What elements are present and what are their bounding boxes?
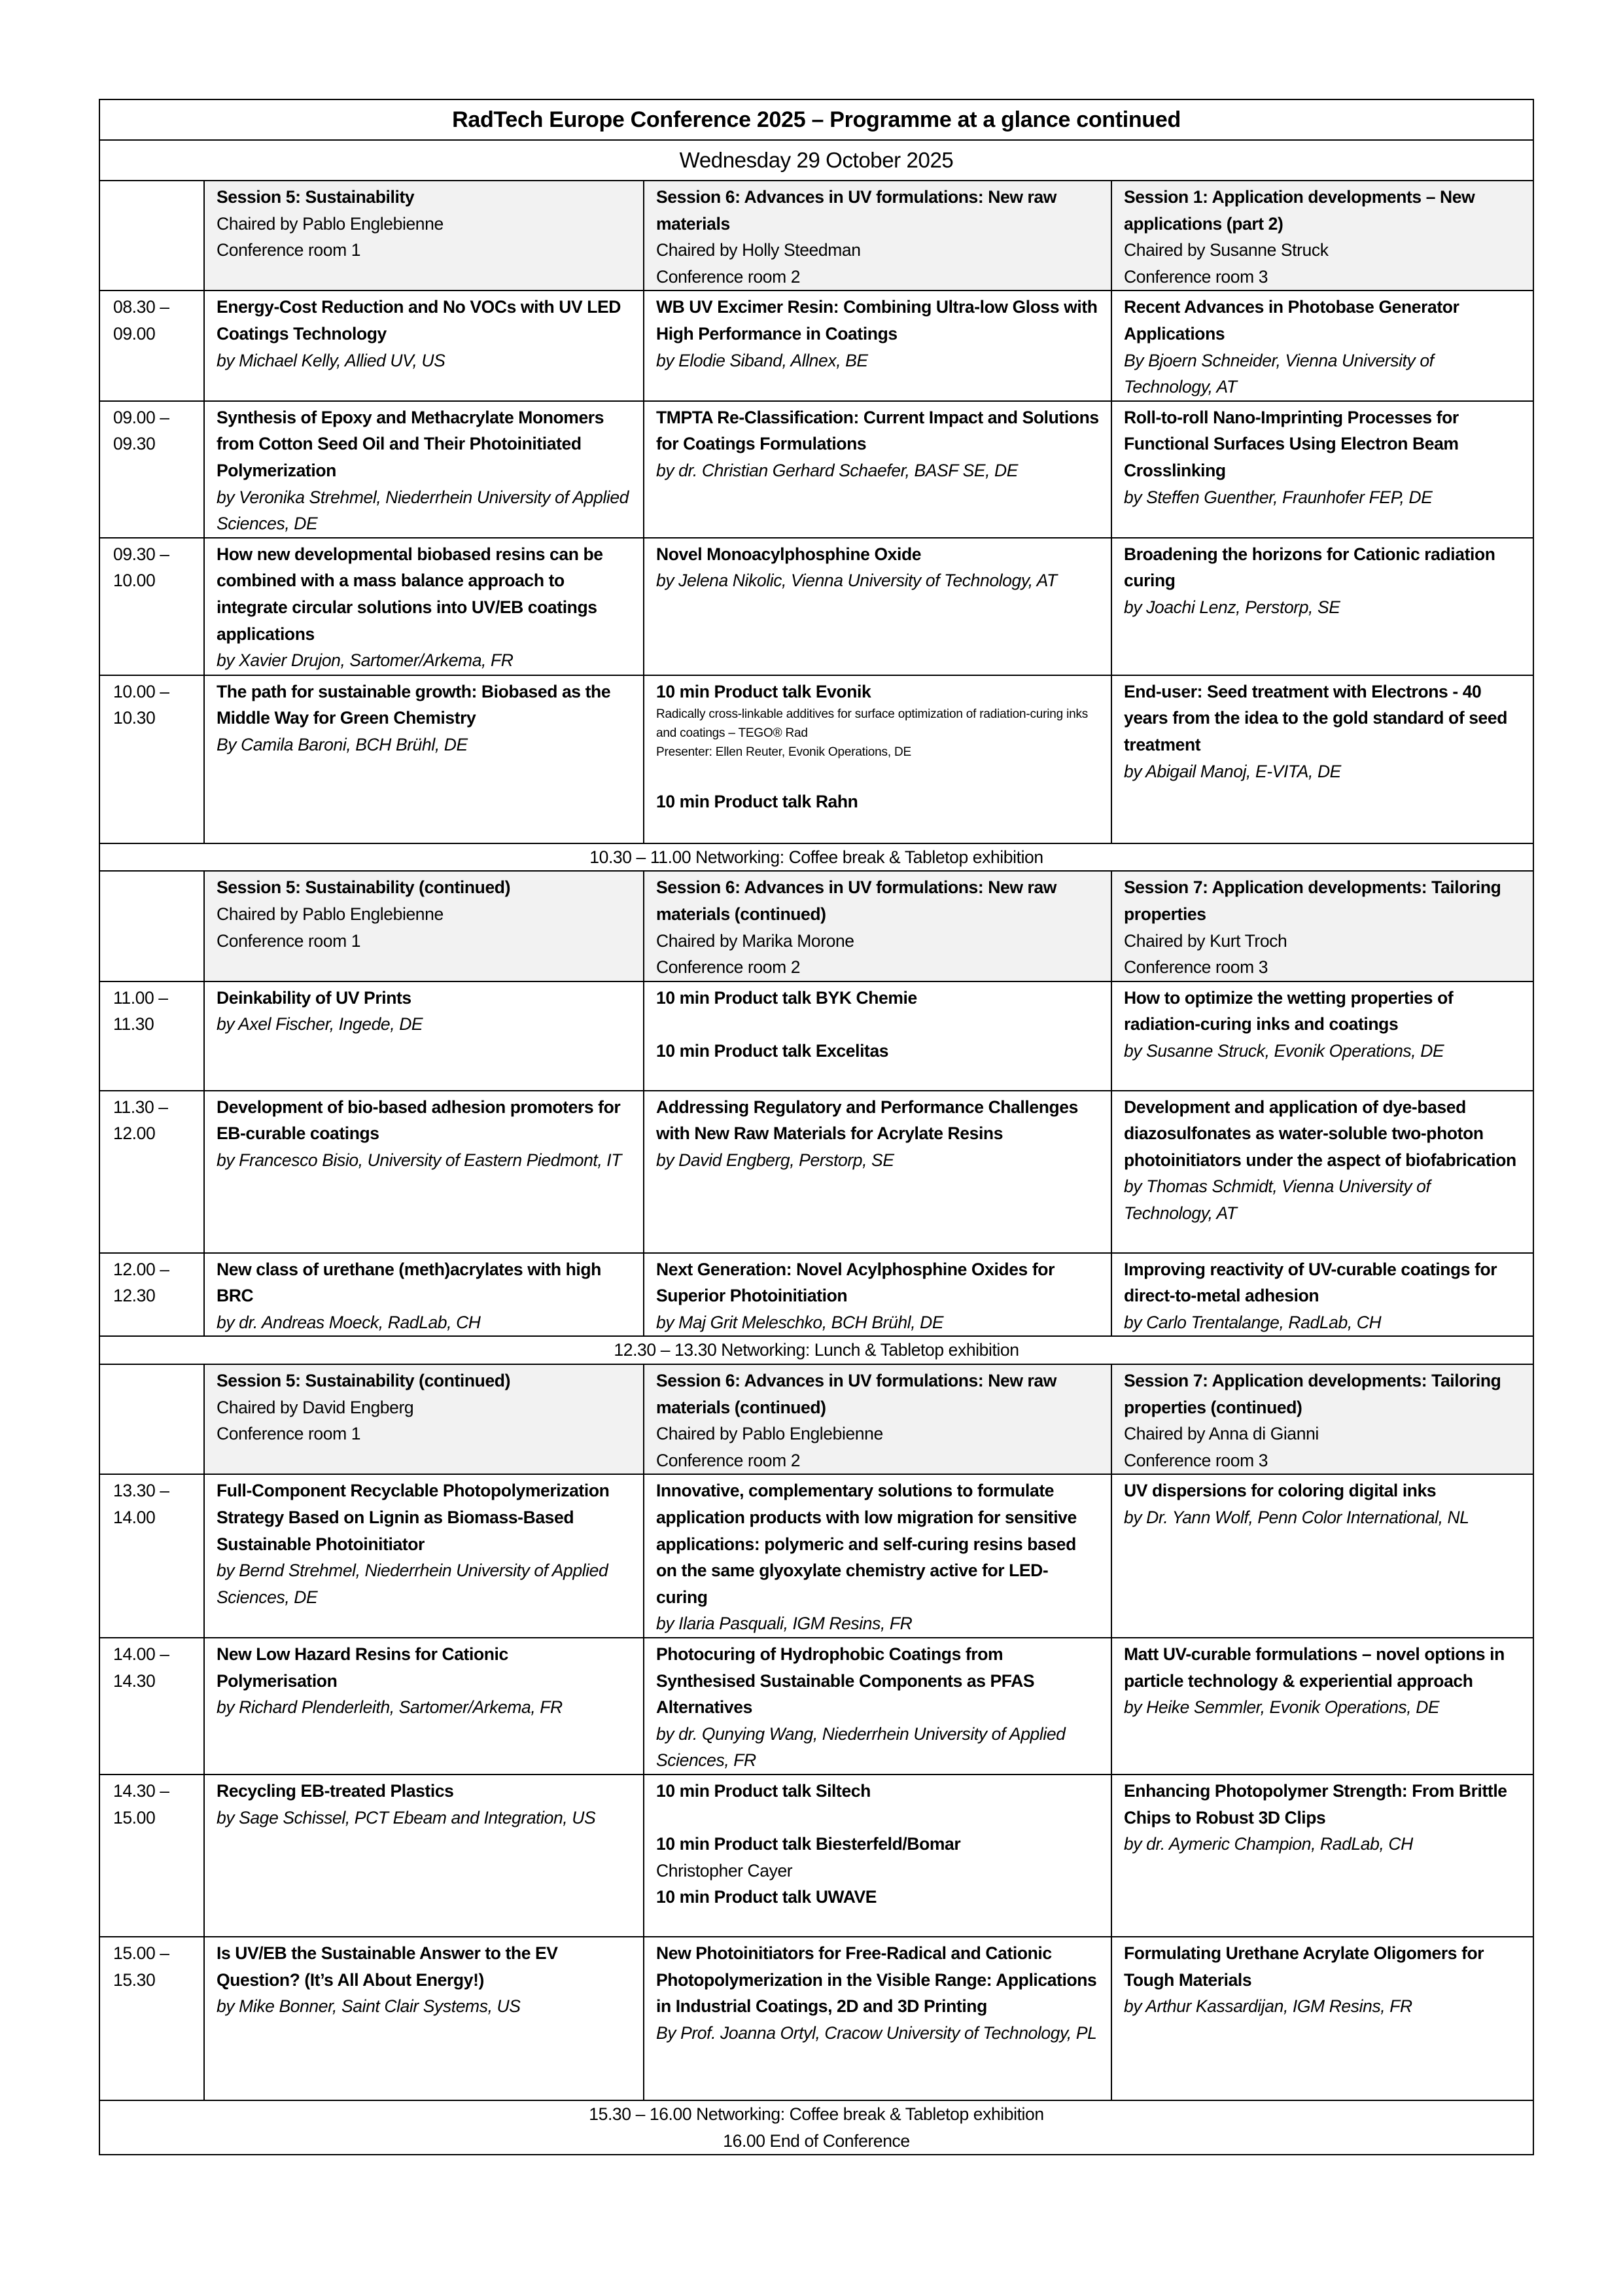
session-header-row (99, 181, 1533, 291)
session-cell (644, 871, 1111, 981)
info-line: Chaired by Holly Steedman (656, 240, 861, 260)
info-line: Chaired by Marika Morone (656, 930, 854, 951)
info-line: Conference room 3 (1124, 266, 1268, 287)
talk-title: Recent Advances in Photobase Generator Applications (1124, 297, 1459, 344)
break-cell (99, 2100, 1533, 2155)
speaker: by Michael Kelly, Allied UV, US (217, 350, 445, 370)
info-line: Conference room 2 (656, 1450, 801, 1470)
info-line: Chaired by Pablo Englebienne (217, 213, 444, 234)
session-title: Session 5: Sustainability (continued) (217, 1371, 511, 1391)
talk-title: Is UV/EB the Sustainable Answer to the EV Question? (It’s All About Energy!) (217, 1943, 558, 1990)
time-cell (99, 401, 204, 538)
time-slot-row (99, 1091, 1533, 1253)
time-cell (99, 1091, 204, 1253)
talk-title: Matt UV-curable formulations – novel options in particle technology & experiential approach (1124, 1644, 1505, 1691)
speaker: by dr. Andreas Moeck, RadLab, CH (217, 1312, 481, 1332)
speaker: by Thomas Schmidt, Vienna University of Technology, AT (1124, 1176, 1431, 1224)
talk-cell (1111, 1253, 1533, 1337)
break-text: 12.30 – 13.30 Networking: Lunch & Tabletop exhibition (614, 1340, 1019, 1360)
talk-cell (644, 1937, 1111, 2100)
talk-cell (204, 981, 644, 1091)
talk-title: Formulating Urethane Acrylate Oligomers for Tough Materials (1124, 1943, 1484, 1990)
session-title: Session 7: Application developments: Tailoring properties (continued) (1124, 1371, 1501, 1417)
talk-cell (204, 1253, 644, 1337)
speaker: By Camila Baroni, BCH Brühl, DE (217, 734, 468, 754)
time-label: 12.00 – (113, 1259, 169, 1279)
speaker: by dr. Qunying Wang, Niederrhein University of Applied Sciences, FR (656, 1723, 1066, 1771)
time-label: 10.00 (113, 571, 156, 591)
session-title: Session 5: Sustainability (continued) (217, 877, 511, 898)
time-label: 12.00 (113, 1123, 156, 1144)
talk-description: Radically cross-linkable additives for surface optimization of radiation-curing inks and coatings – TEGO® Rad (656, 707, 1089, 741)
talk-cell (644, 1474, 1111, 1638)
talk-cell (1111, 981, 1533, 1091)
talk-cell (204, 291, 644, 400)
talk-cell (644, 1253, 1111, 1337)
time-slot-row (99, 1253, 1533, 1337)
speaker: by Carlo Trentalange, RadLab, CH (1124, 1312, 1382, 1332)
time-cell (99, 291, 204, 400)
talk-title: TMPTA Re-Classification: Current Impact and Solutions for Coatings Formulations (656, 407, 1099, 454)
date-row (99, 140, 1533, 181)
spacer (656, 1011, 1099, 1038)
time-cell (99, 1474, 204, 1638)
time-slot-row (99, 981, 1533, 1091)
time-slot-row (99, 1937, 1533, 2100)
session-title: Session 1: Application developments – New applications (part 2) (1124, 187, 1475, 234)
end-text: 16.00 End of Conference (723, 2130, 910, 2151)
info-line: Chaired by David Engberg (217, 1397, 414, 1417)
spacer (656, 1805, 1099, 1831)
talk-cell (204, 538, 644, 675)
time-cell (99, 1937, 204, 2100)
talk-cell (644, 291, 1111, 400)
talk-title: Enhancing Photopolymer Strength: From Brittle Chips to Robust 3D Clips (1124, 1780, 1507, 1828)
session-cell (1111, 1364, 1533, 1474)
time-label: 09.30 – (113, 544, 169, 564)
time-label: 15.30 (113, 1969, 156, 1990)
session-title: Session 7: Application developments: Tailoring properties (1124, 877, 1501, 924)
time-slot-row (99, 1474, 1533, 1638)
speaker: by Abigail Manoj, E-VITA, DE (1124, 761, 1341, 781)
speaker: by Veronika Strehmel, Niederrhein University of Applied Sciences, DE (217, 487, 629, 534)
speaker: By Bjoern Schneider, Vienna University of Technology, AT (1124, 350, 1434, 397)
speaker: by Joachi Lenz, Perstorp, SE (1124, 597, 1340, 617)
talk-cell (204, 1638, 644, 1775)
speaker: by dr. Christian Gerhard Schaefer, BASF SE, DE (656, 460, 1019, 480)
info-line: Conference room 1 (217, 930, 361, 951)
session-title: Session 6: Advances in UV formulations: New raw materials (continued) (656, 877, 1056, 924)
speaker: by Elodie Siband, Allnex, BE (656, 350, 868, 370)
time-label: 12.30 (113, 1286, 156, 1306)
speaker: by Maj Grit Meleschko, BCH Brühl, DE (656, 1312, 944, 1332)
talk-title: New class of urethane (meth)acrylates with high BRC (217, 1259, 601, 1306)
speaker: By Prof. Joanna Ortyl, Cracow University of Technology, PL (656, 2022, 1097, 2043)
time-label: 09.30 (113, 434, 156, 454)
time-label: 10.30 (113, 708, 156, 728)
talk-title: New Photoinitiators for Free-Radical and Cationic Photopolymerization in the Visible Range: Applications in Industrial Coatings, 2D and 3D Printing (656, 1943, 1097, 2017)
time-slot-row (99, 1638, 1533, 1775)
time-label: 09.00 (113, 323, 156, 344)
session-cell (204, 1364, 644, 1474)
talk-cell (1111, 291, 1533, 400)
info-line: Chaired by Kurt Troch (1124, 930, 1287, 951)
talk-title: Recycling EB-treated Plastics (217, 1780, 454, 1801)
page-title: RadTech Europe Conference 2025 – Programme at a glance continued (99, 99, 1533, 140)
session-cell (1111, 181, 1533, 291)
time-label: 14.00 (113, 1508, 156, 1528)
talk-cell (644, 401, 1111, 538)
talk-cell (1111, 1091, 1533, 1253)
time-label: 11.30 – (113, 1097, 168, 1117)
speaker: by Susanne Struck, Evonik Operations, DE (1124, 1040, 1444, 1061)
speaker: by Ilaria Pasquali, IGM Resins, FR (656, 1614, 913, 1634)
talk-title: 10 min Product talk Rahn (656, 791, 858, 811)
time-cell (99, 1364, 204, 1474)
talk-cell (1111, 1937, 1533, 2100)
time-slot-row (99, 538, 1533, 675)
speaker: by Francesco Bisio, University of Eastern Piedmont, IT (217, 1150, 622, 1170)
speaker: by Heike Semmler, Evonik Operations, DE (1124, 1697, 1440, 1718)
speaker: by Richard Plenderleith, Sartomer/Arkema, FR (217, 1697, 563, 1718)
session-cell (1111, 871, 1533, 981)
time-label: 14.30 (113, 1670, 156, 1691)
time-slot-row (99, 291, 1533, 400)
talk-title: Photocuring of Hydrophobic Coatings from Synthesised Sustainable Components as PFAS Alternatives (656, 1644, 1035, 1718)
talk-title: 10 min Product talk Biesterfeld/Bomar (656, 1834, 961, 1854)
talk-cell (644, 981, 1111, 1091)
time-cell (99, 538, 204, 675)
talk-title: Innovative, complementary solutions to formulate application products with low migration for sensitive applications: polymeric and self-curing resins based on the same glyoxylate chemistry active for LED-curing (656, 1481, 1077, 1607)
talk-title: UV dispersions for coloring digital inks (1124, 1481, 1437, 1501)
talk-title: WB UV Excimer Resin: Combining Ultra-low Gloss with High Performance in Coatings (656, 297, 1098, 344)
talk-title: Energy-Cost Reduction and No VOCs with UV LED Coatings Technology (217, 297, 621, 344)
break-row (99, 843, 1533, 872)
break-text: 15.30 – 16.00 Networking: Coffee break & Tabletop exhibition (589, 2104, 1044, 2124)
break-cell (99, 1336, 1533, 1364)
speaker: by Steffen Guenther, Fraunhofer FEP, DE (1124, 487, 1433, 507)
time-label: 11.30 (113, 1014, 154, 1034)
info-line: Conference room 3 (1124, 957, 1268, 978)
spacer (656, 762, 1099, 788)
talk-title: 10 min Product talk Evonik (656, 681, 871, 701)
info-line: Christopher Cayer (656, 1860, 793, 1881)
talk-title: How new developmental biobased resins can be combined with a mass balance approach to integrate circular solutions into UV/EB coatings applications (217, 544, 603, 644)
time-label: 10.00 – (113, 681, 169, 701)
talk-cell (1111, 401, 1533, 538)
time-slot-row (99, 675, 1533, 843)
title-row (99, 99, 1533, 140)
session-title: Session 5: Sustainability (217, 187, 415, 207)
talk-title: Addressing Regulatory and Performance Challenges with New Raw Materials for Acrylate Resins (656, 1097, 1078, 1144)
talk-title: The path for sustainable growth: Biobased as the Middle Way for Green Chemistry (217, 681, 611, 728)
talk-cell (644, 1091, 1111, 1253)
time-label: 08.30 – (113, 297, 169, 317)
time-cell (99, 181, 204, 291)
talk-cell (1111, 538, 1533, 675)
time-cell (99, 675, 204, 843)
talk-title: Next Generation: Novel Acylphosphine Oxides for Superior Photoinitiation (656, 1259, 1055, 1306)
info-line: Conference room 2 (656, 266, 801, 287)
talk-cell (204, 1937, 644, 2100)
talk-cell (204, 1474, 644, 1638)
session-cell (204, 181, 644, 291)
talk-title: 10 min Product talk UWAVE (656, 1887, 877, 1907)
session-header-row (99, 871, 1533, 981)
speaker: by Mike Bonner, Saint Clair Systems, US (217, 1996, 521, 2017)
talk-title: Development and application of dye-based diazosulfonates as water-soluble two-photon photoinitiators under the aspect of biofabrication (1124, 1097, 1516, 1170)
programme-table (99, 99, 1534, 2155)
session-cell (204, 871, 644, 981)
talk-title: Development of bio-based adhesion promoters for EB-curable coatings (217, 1097, 621, 1144)
session-title: Session 6: Advances in UV formulations: New raw materials (continued) (656, 1371, 1056, 1417)
talk-cell (1111, 675, 1533, 843)
speaker: by David Engberg, Perstorp, SE (656, 1150, 894, 1170)
talk-title: End-user: Seed treatment with Electrons - 40 years from the idea to the gold standard of seed treatment (1124, 681, 1508, 754)
info-line: Conference room 2 (656, 957, 801, 978)
time-label: 15.00 – (113, 1943, 169, 1963)
talk-cell (1111, 1775, 1533, 1937)
time-cell (99, 1775, 204, 1937)
talk-cell (204, 1091, 644, 1253)
time-label: 11.00 – (113, 987, 168, 1008)
speaker: by Jelena Nikolic, Vienna University of Technology, AT (656, 571, 1057, 591)
info-line: Chaired by Pablo Englebienne (217, 904, 444, 924)
talk-cell (644, 538, 1111, 675)
time-cell (99, 1638, 204, 1775)
session-header-row (99, 1364, 1533, 1474)
talk-cell (644, 675, 1111, 843)
session-cell (644, 181, 1111, 291)
break-cell (99, 843, 1533, 872)
talk-title: New Low Hazard Resins for Cationic Polymerisation (217, 1644, 508, 1691)
info-line: Chaired by Pablo Englebienne (656, 1424, 883, 1444)
time-cell (99, 981, 204, 1091)
speaker: by Arthur Kassardijan, IGM Resins, FR (1124, 1996, 1412, 2017)
talk-cell (204, 675, 644, 843)
time-label: 09.00 – (113, 407, 169, 427)
day-heading: Wednesday 29 October 2025 (99, 140, 1533, 181)
talk-title: Deinkability of UV Prints (217, 987, 411, 1008)
session-cell (644, 1364, 1111, 1474)
info-line: Conference room 1 (217, 240, 361, 260)
break-row (99, 1336, 1533, 1364)
speaker: by Xavier Drujon, Sartomer/Arkema, FR (217, 650, 514, 671)
info-line: Chaired by Anna di Gianni (1124, 1424, 1319, 1444)
talk-cell (204, 1775, 644, 1937)
talk-title: How to optimize the wetting properties of radiation-curing inks and coatings (1124, 987, 1454, 1034)
time-label: 15.00 (113, 1807, 156, 1828)
talk-title: 10 min Product talk Siltech (656, 1780, 871, 1801)
talk-cell (1111, 1638, 1533, 1775)
talk-title: Novel Monoacylphosphine Oxide (656, 544, 922, 564)
talk-cell (644, 1638, 1111, 1775)
time-slot-row (99, 1775, 1533, 1937)
info-line: Conference room 3 (1124, 1450, 1268, 1470)
talk-cell (644, 1775, 1111, 1937)
talk-title: Full-Component Recyclable Photopolymerization Strategy Based on Lignin as Biomass-Based Sustainable Photoinitiator (217, 1481, 610, 1554)
talk-cell (1111, 1474, 1533, 1638)
time-slot-row (99, 401, 1533, 538)
info-line: Conference room 1 (217, 1424, 361, 1444)
time-cell (99, 1253, 204, 1337)
speaker: by Bernd Strehmel, Niederrhein University of Applied Sciences, DE (217, 1561, 608, 1607)
talk-title: Broadening the horizons for Cationic radiation curing (1124, 544, 1495, 591)
speaker: by Axel Fischer, Ingede, DE (217, 1014, 423, 1034)
break-row (99, 2100, 1533, 2155)
speaker: by dr. Aymeric Champion, RadLab, CH (1124, 1834, 1413, 1854)
session-title: Session 6: Advances in UV formulations: New raw materials (656, 187, 1056, 234)
talk-cell (204, 401, 644, 538)
info-line: Chaired by Susanne Struck (1124, 240, 1329, 260)
break-text: 10.30 – 11.00 Networking: Coffee break & Tabletop exhibition (589, 847, 1043, 867)
time-label: 13.30 – (113, 1481, 169, 1501)
talk-description: Presenter: Ellen Reuter, Evonik Operations, DE (656, 745, 911, 760)
speaker: by Dr. Yann Wolf, Penn Color International, NL (1124, 1508, 1469, 1528)
time-cell (99, 871, 204, 981)
time-label: 14.00 – (113, 1644, 169, 1664)
talk-title: Roll-to-roll Nano-Imprinting Processes for Functional Surfaces Using Electron Beam Crosslinking (1124, 407, 1459, 480)
talk-title: 10 min Product talk Excelitas (656, 1040, 889, 1061)
speaker: by Sage Schissel, PCT Ebeam and Integration, US (217, 1807, 596, 1828)
time-label: 14.30 – (113, 1780, 169, 1801)
talk-title: 10 min Product talk BYK Chemie (656, 987, 917, 1008)
talk-title: Synthesis of Epoxy and Methacrylate Monomers from Cotton Seed Oil and Their Photoinitiated Polymerization (217, 407, 604, 480)
talk-title: Improving reactivity of UV-curable coatings for direct-to-metal adhesion (1124, 1259, 1497, 1306)
